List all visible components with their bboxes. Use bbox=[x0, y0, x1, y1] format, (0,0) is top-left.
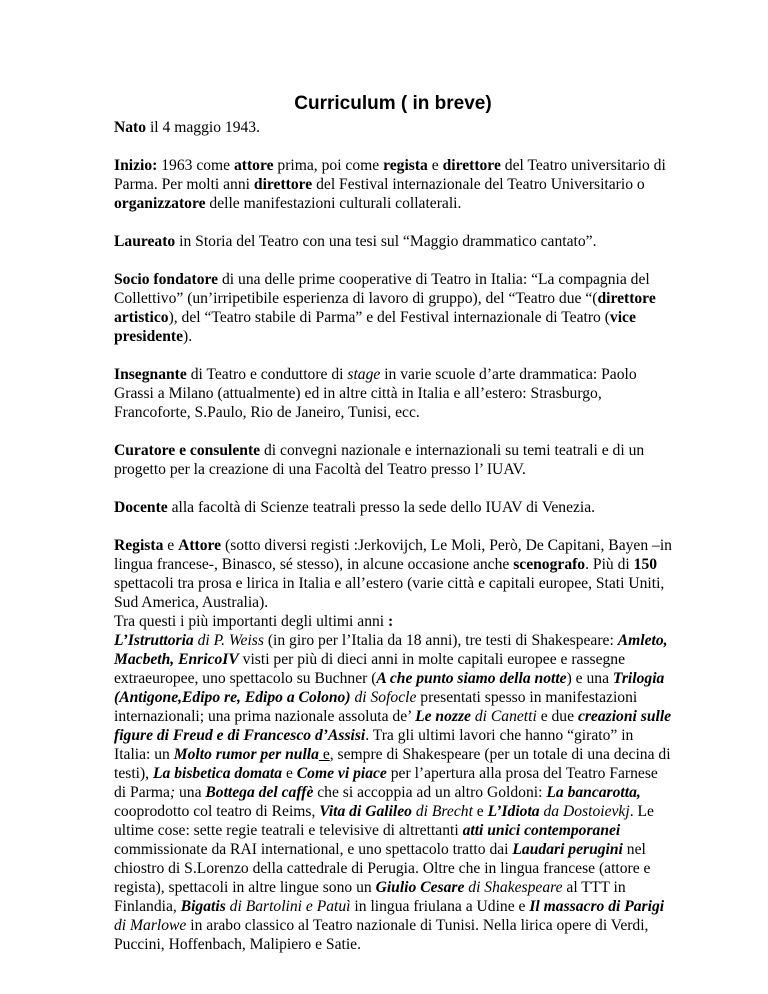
start-paragraph: Inizio: 1963 come attore prima, poi come regista e direttore del Teatro universitario di Parma. Per molti anni direttore del Festival internazionale del Teatro Universitario o organizzatore delle manifestazioni culturali collaterali. bbox=[114, 157, 666, 212]
curator-paragraph: Curatore e consulente di convegni nazionale e internazionali su temi teatrali e di un progetto per la creazione di una Facoltà del Teatro presso l’ IUAV. bbox=[114, 442, 645, 478]
lecturer-paragraph: Docente alla facoltà di Scienze teatrali presso la sede dello IUAV di Venezia. bbox=[114, 499, 596, 516]
birth-paragraph: Nato il 4 maggio 1943. bbox=[114, 119, 260, 136]
director-paragraph: Regista e Attore (sotto diversi registi :Jerkovijch, Le Moli, Però, De Capitani, Bayen –in lingua francese-, Binasco, sé stesso), in alcune occasione anche scenografo. Più di 150 spettacoli tra prosa e lirica in Italia e all’estero (varie città e capitali europee, Stati Uniti, Sud America, Australia). bbox=[114, 537, 672, 611]
highlights-paragraph: Tra questi i più importanti degli ultimi anni : L’Istruttoria di P. Weiss (in giro per l’Italia da 18 anni), tre testi di Shakespeare: Amleto, Macbeth, EnricoIV visti per più di dieci anni in molte capitali europee e rassegne extraeuropee, uno spettacolo su Buchner (A che punto siamo della notte) e una Trilogia (Antigone,Edipo re, Edipo a Colono) di Sofocle presentati spesso in manifestazioni internazionali; una prima nazionale assoluta de’ Le nozze di Canetti e due creazioni sulle figure di Freud e di Francesco d’Assisi. Tra gli ultimi lavori che hanno “girato” in Italia: un Molto rumor per nulla e, sempre di Shakespeare (per un totale di una decina di testi), La bisbetica domata e Come vi piace per l’apertura alla prosa del Teatro Farnese di Parma; una Bottega del caffè che si accoppia ad un altro Goldoni: La bancarotta, cooprodotto col teatro di Reims, Vita di Galileo di Brecht e L’Idiota da Dostoievkj. Le ultime cose: sette regie teatrali e televisive di altrettanti atti unici contemporanei commissionate da RAI international, e uno spettacolo tratto dai Laudari perugini nel chiostro di S.Lorenzo della cattedrale di Perugia. Oltre che in lingua francese (attore e regista), spettacoli in altre lingue sono un Giulio Cesare di Shakespeare al TTT in Finlandia, Bigatis di Bartolini e Patuì in lingua friulana a Udine e Il massacro di Parigi di Marlowe in arabo classico al Teatro nazionale di Tunisi. Nella lirica opere di Verdi, Puccini, Hoffenbach, Malipiero e Satie. bbox=[114, 613, 672, 953]
degree-paragraph: Laureato in Storia del Teatro con una tesi sul “Maggio drammatico cantato”. bbox=[114, 233, 597, 250]
founder-paragraph: Socio fondatore di una delle prime cooperative di Teatro in Italia: “La compagnia del Collettivo” (un’irripetibile esperienza di lavoro di gruppo), del “Teatro due “(direttore artistico), del “Teatro stabile di Parma” e del Festival internazionale di Teatro (vice presidente). bbox=[114, 271, 656, 345]
page-title: Curriculum ( in breve) bbox=[294, 93, 492, 114]
birth-label: Nato bbox=[114, 119, 147, 136]
teacher-paragraph: Insegnante di Teatro e conduttore di stage in varie scuole d’arte drammatica: Paolo Grassi a Milano (attualmente) ed in altre città in Italia e all’estero: Strasburgo, Francoforte, S.Paulo, Rio de Janeiro, Tunisi, ecc. bbox=[114, 366, 637, 421]
